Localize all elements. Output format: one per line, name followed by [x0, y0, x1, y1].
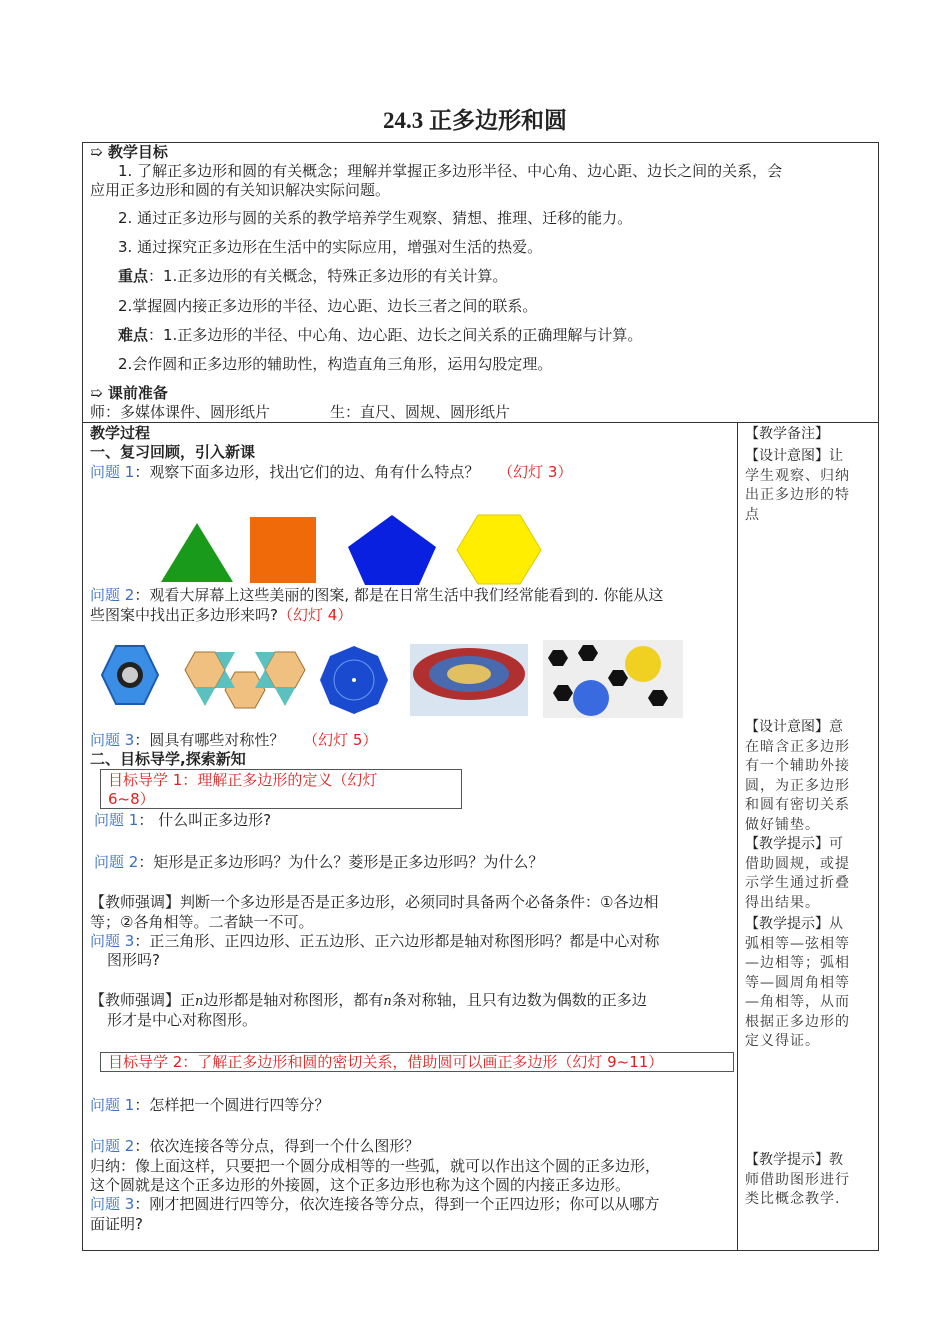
goal-item-1-cont: 应用正多边形和圆的有关知识解决实际问题。 — [90, 181, 391, 199]
summary-line-1: 归纳：像上面这样，只要把一个圆分成相等的一些弧，就可以作出这个圆的正多边形， — [90, 1157, 661, 1175]
sidebar-note-2: 【设计意图】意 在暗含正多边形 有一个辅助外接 圆，为正多边形 和圆有密切关系 做好铺垫。 — [745, 719, 850, 833]
arrow-right-icon: ➯ — [90, 143, 103, 161]
pentagon-shape — [348, 515, 436, 585]
hex-nut-photo — [102, 646, 158, 704]
section-1-heading: 一、复习回顾，引入新课 — [90, 443, 256, 461]
sidebar-note-header: 【教学备注】 — [745, 426, 829, 442]
triangle-shape — [161, 523, 233, 582]
teacher-emphasis-1: 【教师强调】判断一个多边形是否是正多边形，必须同时具备两个必备条件：①各边相 — [90, 893, 659, 911]
goal-2-text: 目标导学 2：了解正多边形和圆的密切关系，借助圆可以画正多边形（幻灯 9~11） — [108, 1053, 664, 1071]
teacher-emphasis-2-cont: 形才是中心对称图形。 — [107, 1011, 258, 1029]
teacher-emphasis-1-cont: 等；②各角相等。二者缺一不可。 — [90, 913, 314, 931]
question-1: 问题 1：观察下面多边形，找出它们的边、角有什么特点？ （幻灯 3） — [90, 463, 573, 481]
goal-1-line1: 目标导学 1：理解正多边形的定义（幻灯 — [108, 771, 378, 789]
page-title: 24.3 正多边形和圆 — [383, 108, 567, 133]
prep-heading: ➯ 课前准备 — [90, 384, 168, 402]
section-2-heading: 二、目标导学,探索新知 — [90, 750, 246, 768]
question-2-cont: 些图案中找出正多边形来吗?（幻灯 4） — [90, 606, 353, 624]
table-column-divider — [737, 422, 738, 1251]
sidebar-note-1: 【设计意图】让 学生观察、归纳 出正多边形的特 点 — [745, 448, 850, 523]
umbrella-photo — [320, 646, 388, 714]
key-point-1: 重点：1.正多边形的有关概念，特殊正多边形的有关计算。 — [118, 267, 508, 285]
goal-item-1: 1. 了解正多边形和圆的有关概念；理解并掌握正多边形半径、中心角、边心距、边长之间的关系，会 — [118, 162, 783, 180]
goal-item-3: 3. 通过探究正多边形在生活中的实际应用，增强对生活的热爱。 — [118, 238, 543, 256]
question-2: 问题 2：观看大屏幕上这些美丽的图案, 都是在日常生活中我们经常能看到的. 你能从这 — [90, 586, 664, 604]
prep-student: 生：直尺、圆规、圆形纸片 — [330, 403, 511, 421]
teacher-emphasis-2: 【教师强调】正n边形都是轴对称图形，都有n条对称轴，且只有边数为偶数的正多边 — [90, 991, 647, 1009]
sidebar-note-4: 【教学提示】从 弧相等—弦相等 —边相等；弧相 等—圆周角相等 —角相等，从而 根据正多边形的 定义得证。 — [745, 916, 850, 1049]
square-shape — [250, 517, 316, 583]
goal-2-question-3: 问题 3：刚才把圆进行四等分，依次连接各等分点，得到一个正四边形；你可以从哪方 — [90, 1195, 660, 1213]
regular-polygons-figure — [155, 512, 555, 588]
table-divider — [82, 422, 879, 423]
goal-1-line2: 6~8） — [108, 790, 155, 808]
tile-pattern-photo — [180, 642, 310, 718]
arrow-right-icon: ➯ — [90, 384, 103, 402]
polygon-photos — [100, 640, 690, 720]
goal-2-question-3-cont: 面证明? — [90, 1215, 143, 1233]
sidebar-note-3: 【教学提示】可 借助圆规，或提 示学生通过折叠 得出结果。 — [745, 836, 850, 911]
goal-item-2: 2. 通过正多边形与圆的关系的教学培养学生观察、猜想、推理、迁移的能力。 — [118, 209, 633, 227]
question-3: 问题 3：圆具有哪些对称性？ （幻灯 5） — [90, 731, 378, 749]
goal-1-question-3-cont: 图形吗? — [107, 951, 160, 969]
goal-1-question-2: 问题 2：矩形是正多边形吗？为什么？菱形是正多边形吗？为什么？ — [94, 853, 544, 871]
process-heading: 教学过程 — [90, 424, 151, 442]
summary-line-2: 这个圆就是这个正多边形的外接圆，这个正多边形也称为这个圆的内接正多边形。 — [90, 1176, 631, 1194]
goal-2-question-1: 问题 1：怎样把一个圆进行四等分？ — [90, 1096, 330, 1114]
goals-heading: ➯ 教学目标 — [90, 143, 168, 161]
sidebar-note-5: 【教学提示】教 师借助图形进行 类比概念教学. — [745, 1152, 850, 1207]
key-point-2: 2.掌握圆内接正多边形的半径、边心距、边长三者之间的联系。 — [118, 297, 538, 315]
goal-2-question-2: 问题 2：依次连接各等分点，得到一个什么图形？ — [90, 1137, 420, 1155]
prep-teacher: 师：多媒体课件、圆形纸片 — [90, 403, 271, 421]
hexagon-shape — [457, 515, 541, 584]
difficulty-1: 难点：1.正多边形的半径、中心角、边心距、边长之间关系的正确理解与计算。 — [118, 326, 643, 344]
soccer-ball-photo — [543, 640, 683, 718]
goal-1-question-1: 问题 1： 什么叫正多边形? — [94, 811, 272, 829]
goal-1-question-3: 问题 3：正三角形、正四边形、正五边形、正六边形都是轴对称图形吗？都是中心对称 — [90, 932, 660, 950]
mosaic-dome-photo — [410, 644, 528, 716]
difficulty-2: 2.会作圆和正多边形的辅助性，构造直角三角形，运用勾股定理。 — [118, 355, 553, 373]
